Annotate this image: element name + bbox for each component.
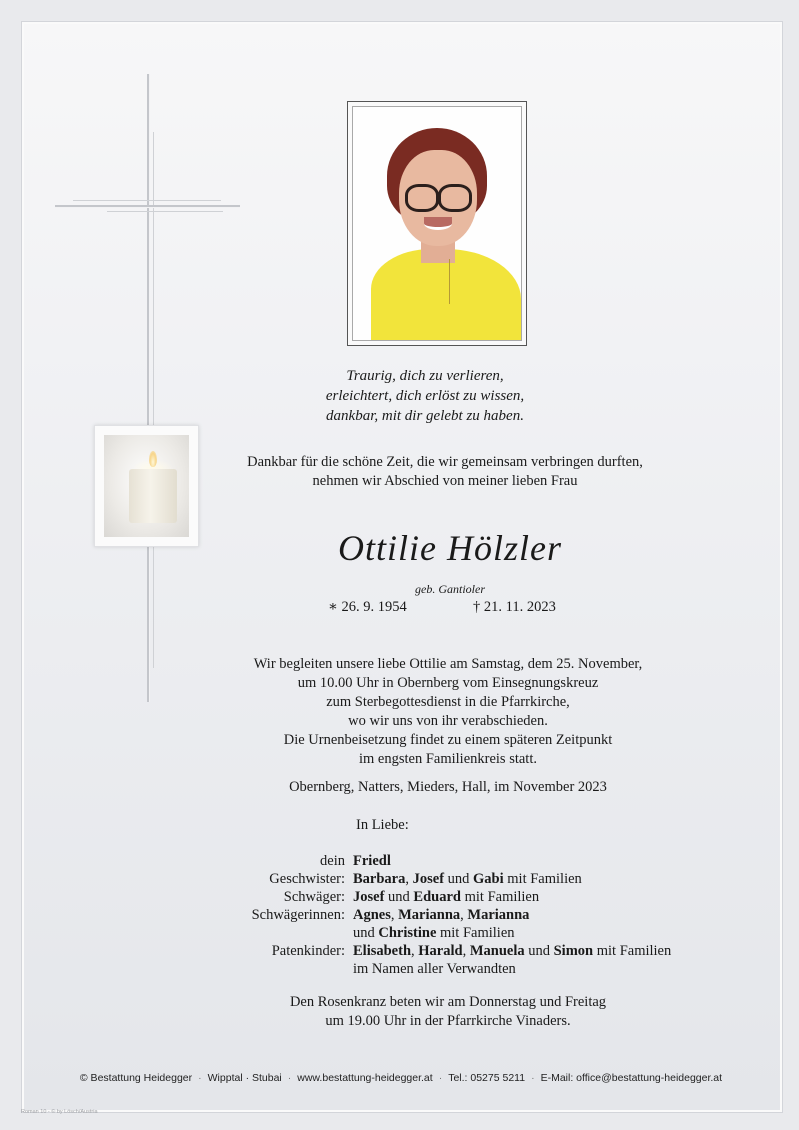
cross-beam (55, 205, 240, 207)
relative-name: Josef (353, 889, 385, 905)
footer-region: Wipptal · Stubai (207, 1072, 282, 1084)
footer-website-link[interactable]: www.bestattung-heidegger.at (297, 1072, 433, 1084)
relatives-list (150, 852, 671, 978)
intro-line: nehmen wir Abschied von meiner lieben Frau (312, 473, 578, 489)
poem-line: dankbar, mit dir gelebt zu haben. (326, 408, 524, 424)
relatives-row (150, 888, 671, 906)
relatives-connector: , (405, 871, 413, 887)
relative-name: Elisabeth (353, 943, 412, 959)
relatives-row (150, 942, 671, 960)
ceremony-line: zum Sterbegottesdienst in die Pfarrkirche, (326, 694, 570, 710)
relatives-connector: mit Familien (593, 943, 672, 959)
cross-beam (107, 211, 223, 212)
relatives-connector: , (462, 943, 470, 959)
footer-email-link[interactable]: E-Mail: office@bestattung-heidegger.at (540, 1072, 723, 1084)
relative-name: Christine (378, 925, 437, 941)
in-love-heading: In Liebe: (356, 817, 409, 833)
relatives-connector: , (411, 943, 419, 959)
relative-name: Simon (553, 943, 594, 959)
poem-line: Traurig, dich zu verlieren, (346, 368, 504, 384)
birth-date: ∗ 26. 9. 1954 (328, 599, 407, 615)
maiden-name: geb. Gantioler (415, 582, 485, 596)
rosary-line: um 19.00 Uhr in der Pfarrkirche Vinaders. (325, 1013, 571, 1029)
relatives-connector: und (444, 871, 474, 887)
relative-name: Manuela (469, 943, 525, 959)
relatives-connector: und (353, 925, 379, 941)
relative-name: Eduard (413, 889, 461, 905)
relatives-connector: und (524, 943, 554, 959)
relative-name: Gabi (473, 871, 504, 887)
relative-name: Marianna (467, 907, 530, 923)
relatives-connector: mit Familien (436, 925, 515, 941)
relatives-connector: und (384, 889, 414, 905)
relatives-names (353, 888, 539, 906)
relatives-names (353, 870, 582, 888)
credit-text: Roman 10 - © by Lösch/Austria (21, 1109, 98, 1115)
ceremony-line: Wir begleiten unsere liebe Ottilie am Samstag, dem 25. November, (253, 656, 643, 672)
relatives-label: Geschwister: (269, 871, 345, 887)
deceased-name: Ottilie Hölzler (338, 528, 562, 568)
cross-icon (147, 74, 149, 702)
relatives-names (353, 960, 516, 978)
ceremony-line: um 10.00 Uhr in Obernberg vom Einsegnungskreuz (297, 675, 599, 691)
death-date: † 21. 11. 2023 (473, 599, 556, 615)
relatives-connector: im Namen aller Verwandten (353, 961, 516, 977)
relatives-names (353, 906, 529, 924)
relative-name: Agnes (353, 907, 391, 923)
relatives-connector: , (390, 907, 399, 923)
portrait-photo (347, 101, 527, 346)
relatives-connector: mit Familien (503, 871, 582, 887)
footer-separator: · (531, 1072, 535, 1084)
cross-line (153, 132, 154, 668)
poem (300, 366, 550, 426)
relatives-label: Patenkinder: (271, 943, 345, 959)
relative-name: Harald (418, 943, 463, 959)
footer-separator: · (287, 1072, 292, 1084)
footer-phone: Tel.: 05275 5211 (448, 1072, 526, 1084)
relatives-row (150, 960, 671, 978)
footer-separator: · (438, 1072, 443, 1084)
relatives-label: Schwäger: (283, 889, 345, 905)
place-date: Obernberg, Natters, Mieders, Hall, im November 2023 (289, 779, 607, 795)
relatives-row (150, 906, 671, 924)
footer-separator: · (198, 1072, 202, 1084)
cross-beam (73, 200, 221, 201)
relatives-label: dein (320, 853, 345, 869)
relatives-row (150, 924, 671, 942)
intro-line: Dankbar für die schöne Zeit, die wir gemeinsam verbringen durften, (247, 454, 643, 470)
ceremony-line: im engsten Familienkreis statt. (358, 751, 537, 767)
relatives-names (353, 924, 515, 942)
relatives-names (353, 942, 671, 960)
rosary-line: Den Rosenkranz beten wir am Donnerstag und Freitag (289, 994, 607, 1010)
footer (58, 1072, 744, 1084)
ceremony-text (190, 655, 706, 769)
rosary-text (200, 993, 696, 1031)
flame-icon (149, 451, 157, 467)
poem-line: erleichtert, dich erlöst zu wissen, (325, 388, 525, 404)
relatives-label (150, 960, 353, 978)
relative-name: Josef (412, 871, 445, 887)
candle-icon (129, 469, 177, 523)
candle-image (94, 425, 199, 547)
relatives-connector: , (460, 907, 468, 923)
relatives-names (353, 852, 391, 870)
intro-text (200, 453, 690, 491)
relatives-label: Schwägerinnen: (251, 907, 345, 923)
relative-name: Barbara (353, 871, 406, 887)
relative-name: Marianna (398, 907, 461, 923)
ceremony-line: Die Urnenbeisetzung findet zu einem späteren Zeitpunkt (283, 732, 613, 748)
ceremony-line: wo wir uns von ihr verabschieden. (348, 713, 548, 729)
relative-name: Friedl (353, 853, 391, 869)
footer-company: © Bestattung Heidegger (79, 1072, 193, 1084)
relatives-connector: mit Familien (460, 889, 540, 905)
relatives-row (150, 870, 671, 888)
relatives-row (150, 852, 671, 870)
relatives-label (150, 924, 353, 942)
